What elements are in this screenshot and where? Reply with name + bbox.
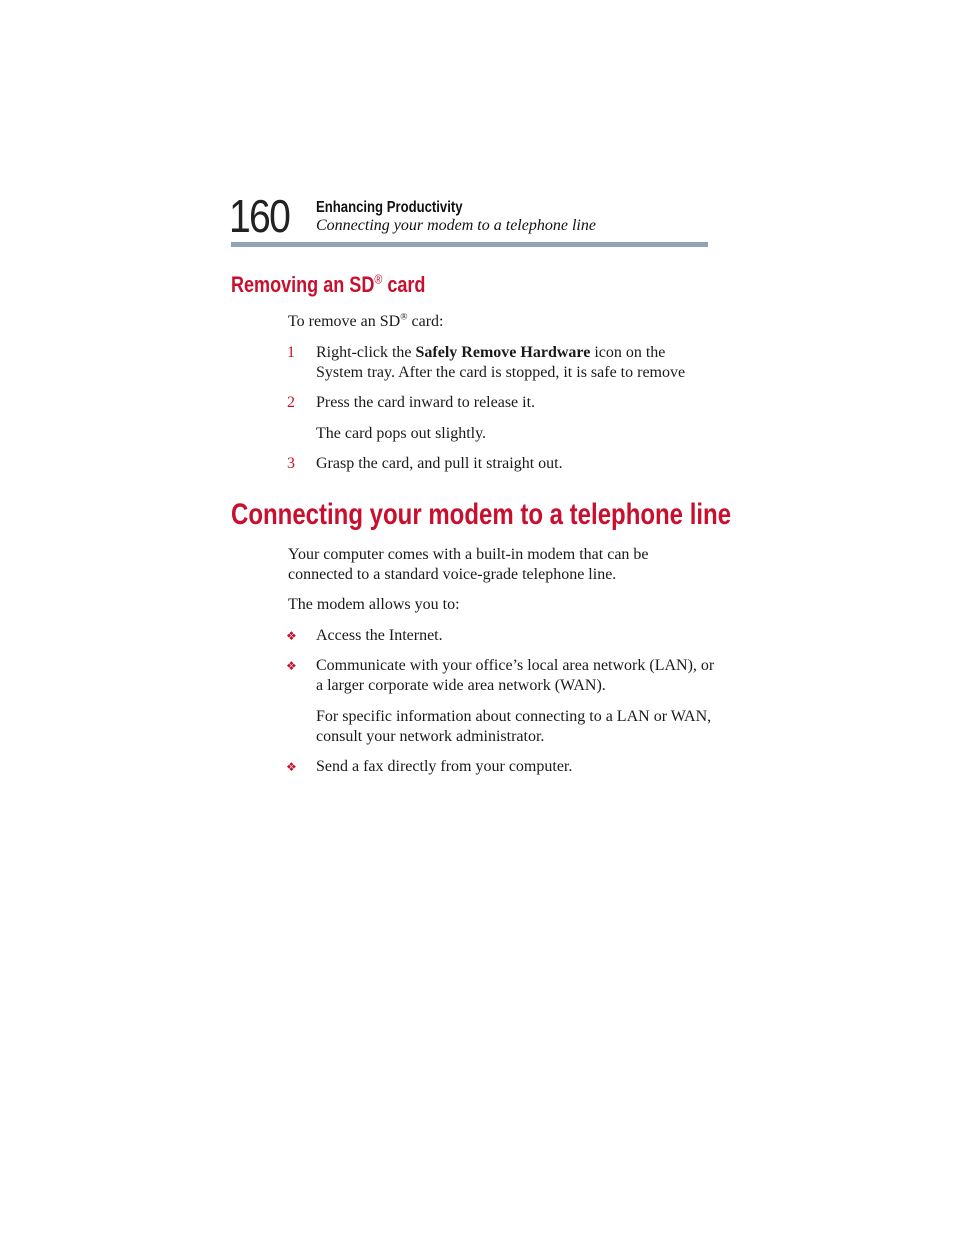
registered-mark: ® [374,271,383,287]
step-1-text-line-2: System tray. After the card is stopped, it is safe to remove [316,364,686,381]
safely-remove-hardware-label: Safely Remove Hardware [415,344,591,361]
registered-mark: ® [400,311,408,323]
bullet-note-line-1: For specific information about connecting to a LAN or WAN, [316,708,712,725]
modem-intro-line-2: connected to a standard voice-grade telephone line. [288,566,617,583]
section-heading-modem: Connecting your modem to a telephone line [231,498,732,531]
modem-intro-line-1: Your computer comes with a built-in modem that can be [288,546,649,563]
bullet-diamond-icon: ❖ [286,659,297,673]
bullet-note-line-2: consult your network administrator. [316,728,545,745]
section-heading-removing-sd: Removing an SD® card [231,271,426,297]
step-1-text-line-1: Right-click the Safely Remove Hardware icon on the [316,344,666,361]
running-header-chapter: Enhancing Productivity [316,199,463,216]
intro-paragraph: To remove an SD® card: [288,311,444,330]
step-number: 3 [287,455,295,472]
bullet-diamond-icon: ❖ [286,629,297,643]
step-2-note: The card pops out slightly. [316,425,487,442]
bullet-item-text-line-1: Communicate with your office’s local area network (LAN), or [316,657,715,674]
bullet-item-text: Access the Internet. [316,627,443,644]
header-rule [231,242,708,247]
bullet-item-text: Send a fax directly from your computer. [316,758,573,775]
page-number: 160 [229,190,290,242]
step-2-text: Press the card inward to release it. [316,394,536,411]
running-header-section: Connecting your modem to a telephone line [316,217,596,234]
bullet-item-text-line-2: a larger corporate wide area network (WAN). [316,677,606,694]
step-number: 2 [287,394,295,411]
step-number: 1 [287,344,295,361]
bullet-diamond-icon: ❖ [286,760,297,774]
modem-allows-text: The modem allows you to: [288,596,460,613]
step-3-text: Grasp the card, and pull it straight out. [316,455,563,472]
